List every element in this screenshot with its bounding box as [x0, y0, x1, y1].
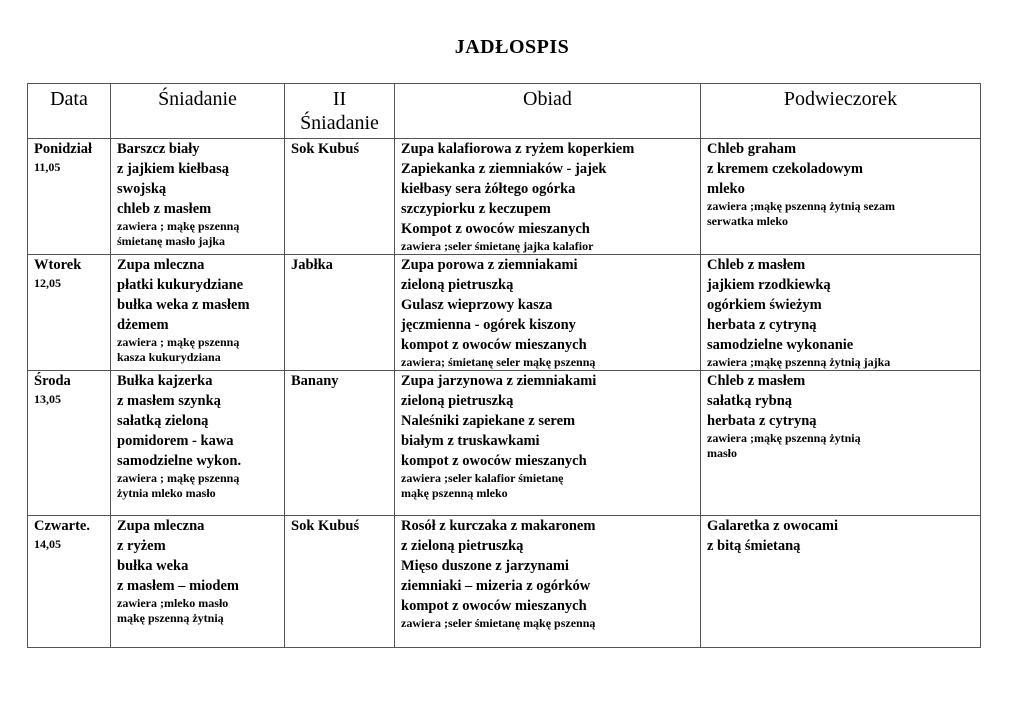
second-breakfast-cell — [285, 516, 395, 648]
table-row — [28, 371, 981, 516]
allergen-line: zawiera ;seler śmietanę mąkę pszenną — [401, 616, 596, 630]
dish-line: kompot z owoców mieszanych — [401, 453, 587, 469]
dish-line: z bitą śmietaną — [707, 538, 801, 554]
header-snack: Podwieczorek — [701, 84, 981, 139]
second-breakfast-item: Banany — [291, 373, 339, 389]
dish-line: mleko — [707, 181, 745, 197]
second-breakfast-item: Sok Kubuś — [291, 141, 360, 157]
breakfast-cell — [111, 139, 285, 255]
day-date: 14,05 — [34, 537, 61, 551]
dish-line: Zupa mleczna — [117, 518, 205, 534]
allergen-line: mąkę pszenną żytnią — [117, 611, 224, 625]
dish-line: Chleb graham — [707, 141, 797, 157]
lunch-cell — [395, 516, 701, 648]
snack-cell — [701, 255, 981, 371]
second-breakfast-cell — [285, 371, 395, 516]
dish-line: z zieloną pietruszką — [401, 538, 524, 554]
allergen-line: zawiera ; mąkę pszenną — [117, 335, 240, 349]
table-row — [28, 139, 981, 255]
allergen-line: zawiera ;seler śmietanę jajka kalafior — [401, 239, 594, 253]
second-breakfast-cell — [285, 255, 395, 371]
dish-line: jęczmienna - ogórek kiszony — [401, 317, 576, 333]
table-row — [28, 516, 981, 648]
dish-line: kompot z owoców mieszanych — [401, 598, 587, 614]
dish-line: kiełbasy sera żółtego ogórka — [401, 181, 576, 197]
allergen-line: zawiera ;mąkę pszenną żytnią jajka — [707, 355, 891, 369]
dish-line: bułka weka z masłem — [117, 297, 250, 313]
header-row — [28, 84, 981, 139]
dish-line: zieloną pietruszką — [401, 277, 514, 293]
day-name: Środa — [34, 373, 71, 389]
breakfast-cell — [111, 255, 285, 371]
dish-line: z ryżem — [117, 538, 166, 554]
dish-line: Zupa kalafiorowa z ryżem koperkiem — [401, 141, 635, 157]
allergen-line: zawiera ;mąkę pszenną żytnią — [707, 431, 861, 445]
dish-line: szczypiorku z keczupem — [401, 201, 551, 217]
table-row — [28, 255, 981, 371]
dish-line: Zupa mleczna — [117, 257, 205, 273]
allergen-line: masło — [707, 446, 737, 460]
dish-line: Galaretka z owocami — [707, 518, 839, 534]
allergen-line: kasza kukurydziana — [117, 350, 221, 364]
allergen-line: żytnia mleko masło — [117, 486, 216, 500]
dish-line: samodzielne wykon. — [117, 453, 242, 469]
header-second-breakfast — [285, 84, 395, 139]
dish-line: z jajkiem kiełbasą — [117, 161, 229, 177]
breakfast-cell — [111, 516, 285, 648]
date-cell — [28, 516, 111, 648]
dish-line: herbata z cytryną — [707, 317, 817, 333]
dish-line: Zupa jarzynowa z ziemniakami — [401, 373, 597, 389]
day-date: 13,05 — [34, 392, 61, 406]
dish-line: Chleb z masłem — [707, 373, 806, 389]
dish-line: ziemniaki – mizeria z ogórków — [401, 578, 591, 594]
date-cell — [28, 255, 111, 371]
allergen-line: zawiera ;mąkę pszenną żytnią sezam — [707, 199, 895, 213]
second-breakfast-item: Sok Kubuś — [291, 518, 360, 534]
dish-line: Zupa porowa z ziemniakami — [401, 257, 578, 273]
snack-cell — [701, 371, 981, 516]
dish-line: Chleb z masłem — [707, 257, 806, 273]
dish-line: dżemem — [117, 317, 169, 333]
page-title: JADŁOSPIS — [454, 36, 570, 58]
dish-line: z kremem czekoladowym — [707, 161, 863, 177]
allergen-line: mąkę pszenną mleko — [401, 486, 508, 500]
header-second-breakfast-line: II — [332, 88, 347, 110]
dish-line: chleb z masłem — [117, 201, 212, 217]
allergen-line: zawiera ; mąkę pszenną — [117, 471, 240, 485]
header-lunch: Obiad — [395, 84, 701, 139]
dish-line: sałatką zieloną — [117, 413, 209, 429]
header-second-breakfast-line: Śniadanie — [300, 112, 379, 134]
header-date: Data — [28, 84, 111, 139]
allergen-line: zawiera; śmietanę seler mąkę pszenną — [401, 355, 596, 369]
dish-line: Naleśniki zapiekane z serem — [401, 413, 576, 429]
dish-line: Mięso duszone z jarzynami — [401, 558, 569, 574]
header-breakfast: Śniadanie — [111, 84, 285, 139]
allergen-line: zawiera ;seler kalafior śmietanę — [401, 471, 564, 485]
allergen-line: serwatka mleko — [707, 214, 788, 228]
dish-line: Bułka kajzerka — [117, 373, 213, 389]
lunch-cell — [395, 139, 701, 255]
menu-table — [27, 83, 981, 648]
lunch-cell — [395, 371, 701, 516]
day-name: Ponidział — [34, 141, 93, 157]
lunch-cell — [395, 255, 701, 371]
dish-line: pomidorem - kawa — [117, 433, 234, 449]
dish-line: herbata z cytryną — [707, 413, 817, 429]
dish-line: bułka weka — [117, 558, 189, 574]
dish-line: samodzielne wykonanie — [707, 337, 854, 353]
day-date: 11,05 — [34, 160, 61, 174]
dish-line: z masłem – miodem — [117, 578, 240, 594]
dish-line: ogórkiem świeżym — [707, 297, 822, 313]
date-cell — [28, 371, 111, 516]
dish-line: swojską — [117, 181, 167, 197]
dish-line: Kompot z owoców mieszanych — [401, 221, 590, 237]
dish-line: białym z truskawkami — [401, 433, 540, 449]
date-cell — [28, 139, 111, 255]
dish-line: płatki kukurydziane — [117, 277, 244, 293]
allergen-line: zawiera ; mąkę pszenną — [117, 219, 240, 233]
dish-line: jajkiem rzodkiewką — [707, 277, 831, 293]
dish-line: kompot z owoców mieszanych — [401, 337, 587, 353]
dish-line: Rosół z kurczaka z makaronem — [401, 518, 596, 534]
dish-line: Zapiekanka z ziemniaków - jajek — [401, 161, 607, 177]
allergen-line: śmietanę masło jajka — [117, 234, 225, 248]
snack-cell — [701, 139, 981, 255]
dish-line: Barszcz biały — [117, 141, 200, 157]
dish-line: sałatką rybną — [707, 393, 793, 409]
day-name: Czwarte. — [34, 518, 90, 534]
dish-line: zieloną pietruszką — [401, 393, 514, 409]
snack-cell — [701, 516, 981, 648]
second-breakfast-item: Jabłka — [291, 257, 333, 273]
allergen-line: zawiera ;mleko masło — [117, 596, 229, 610]
day-date: 12,05 — [34, 276, 61, 290]
second-breakfast-cell — [285, 139, 395, 255]
dish-line: Gulasz wieprzowy kasza — [401, 297, 553, 313]
dish-line: z masłem szynką — [117, 393, 221, 409]
day-name: Wtorek — [34, 257, 82, 273]
breakfast-cell — [111, 371, 285, 516]
